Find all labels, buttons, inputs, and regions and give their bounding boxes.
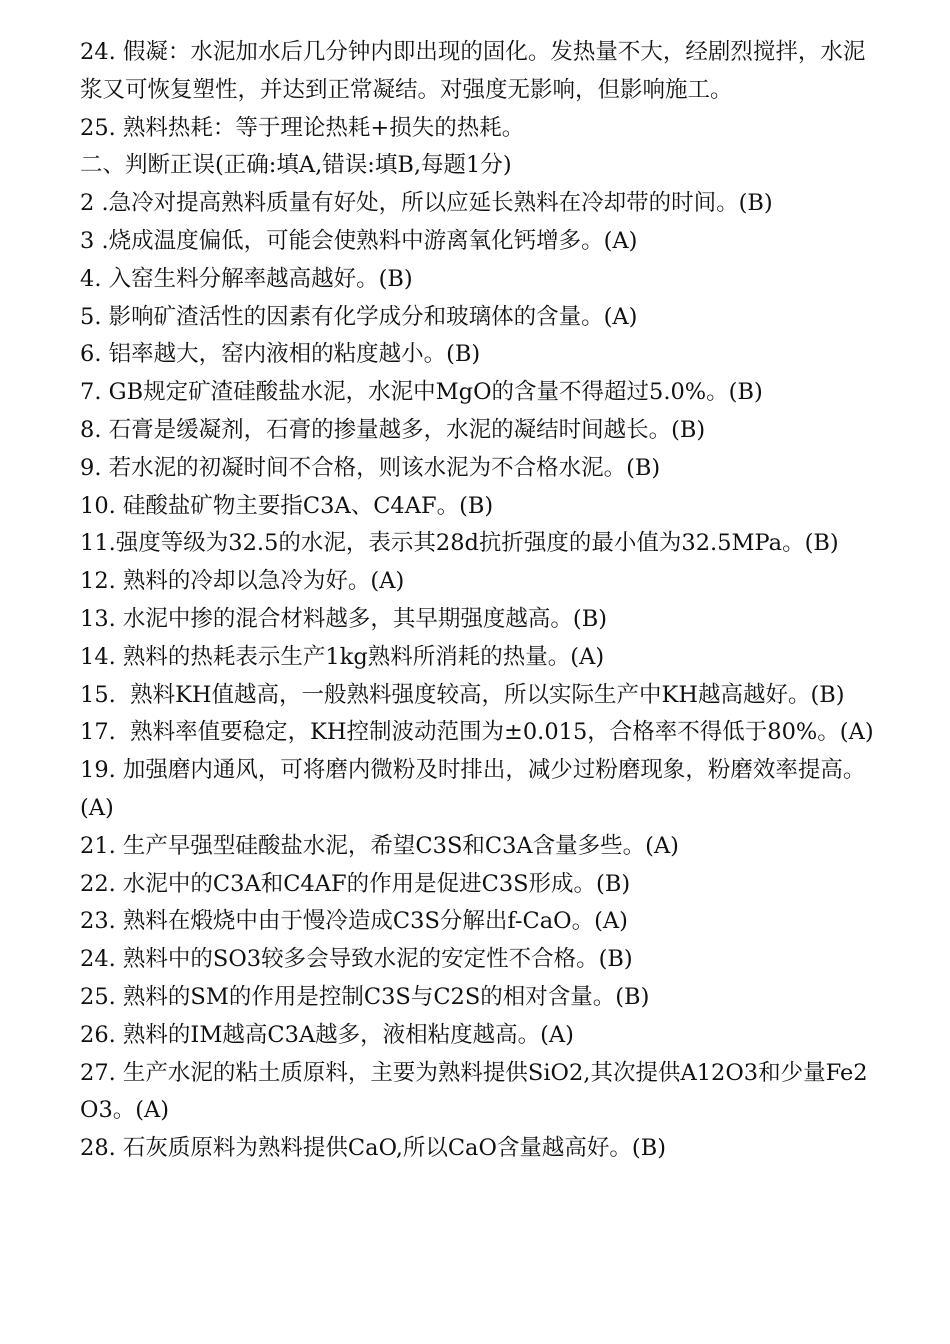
judgment-item-5: 5. 影响矿渣活性的因素有化学成分和玻璃体的含量。(A) (80, 303, 638, 330)
judgment-item-8: 8. 石膏是缓凝剂，石膏的掺量越多，水泥的凝结时间越长。(B) (80, 416, 706, 443)
judgment-item-15: 15. 熟料KH值越高，一般熟料强度较高，所以实际生产中KH越高越好。(B) (80, 681, 845, 708)
judgment-item-17-19: 17. 熟料率值要稳定，KH控制波动范围为±0.015，合格率不得低于80%。(A)19. 加强磨内通风，可将磨内微粉及时排出，减少过粉磨现象，粉磨效率提高。(A) (80, 719, 874, 821)
judgment-item-7: 7. GB规定矿渣硅酸盐水泥，水泥中MgO的含量不得超过5.0%。(B) (80, 379, 763, 406)
judgment-item-13: 13. 水泥中掺的混合材料越多，其早期强度越高。(B) (80, 605, 608, 632)
judgment-item-3: 3 .烧成温度偏低，可能会使熟料中游离氧化钙增多。(A) (80, 227, 638, 254)
judgment-item-12: 12. 熟料的冷却以急冷为好。(A) (80, 568, 405, 595)
judgment-item-26: 26. 熟料的IM越高C3A越多，液相粘度越高。(A) (80, 1021, 574, 1048)
judgment-item-21: 21. 生产早强型硅酸盐水泥，希望C3S和C3A含量多些。(A) (80, 832, 679, 859)
judgment-item-27: 27. 生产水泥的粘土质原料，主要为熟料提供SiO2,其次提供A12O3和少量Fe2O3。(A) (80, 1059, 868, 1124)
judgment-item-11: 11.强度等级为32.5的水泥，表示其28d抗折强度的最小值为32.5MPa。(B) (80, 530, 839, 557)
judgment-item-6: 6. 铝率越大，窑内液相的粘度越小。(B) (80, 341, 481, 368)
judgment-item-22: 22. 水泥中的C3A和C4AF的作用是促进C3S形成。(B) (80, 870, 631, 897)
judgment-item-23: 23. 熟料在煅烧中由于慢冷造成C3S分解出f-CaO。(A) (80, 908, 628, 935)
document-body (80, 34, 880, 1168)
definition-item-24: 24. 假凝：水泥加水后几分钟内即出现的固化。发热量不大，经剧烈搅拌，水泥浆又可恢复塑性，并达到正常凝结。对强度无影响，但影响施工。 (80, 39, 866, 103)
judgment-item-10: 10. 硅酸盐矿物主要指C3A、C4AF。(B) (80, 492, 494, 519)
judgment-item-2: 2 .急冷对提高熟料质量有好处，所以应延长熟料在冷却带的时间。(B) (80, 190, 773, 217)
section-heading: 二、判断正误(正确:填A,错误:填B,每题1分) (80, 152, 512, 179)
judgment-item-25: 25. 熟料的SM的作用是控制C3S与C2S的相对含量。(B) (80, 983, 650, 1010)
judgment-item-28: 28. 石灰质原料为熟料提供CaO,所以CaO含量越高好。(B) (80, 1135, 667, 1162)
definition-item-25: 25. 熟料热耗：等于理论热耗+损失的热耗。 (80, 114, 525, 141)
judgment-item-4: 4. 入窑生料分解率越高越好。(B) (80, 265, 413, 292)
judgment-item-24: 24. 熟料中的SO3较多会导致水泥的安定性不合格。(B) (80, 946, 633, 973)
judgment-item-14: 14. 熟料的热耗表示生产1kg熟料所消耗的热量。(A) (80, 643, 605, 670)
judgment-item-9: 9. 若水泥的初凝时间不合格，则该水泥为不合格水泥。(B) (80, 454, 661, 481)
